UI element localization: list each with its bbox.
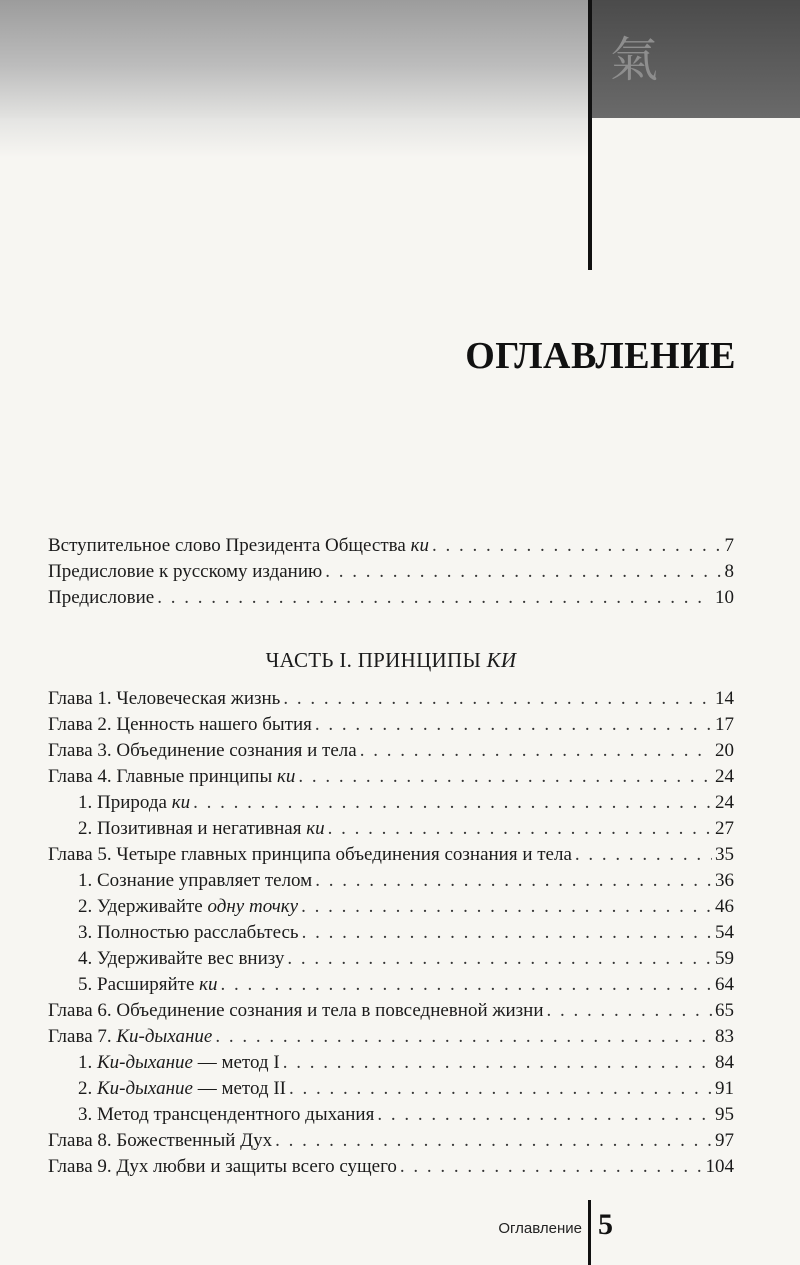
dot-leader	[400, 1154, 703, 1180]
toc-entry-page: 64	[715, 974, 734, 995]
toc-entry-label	[48, 1154, 397, 1180]
toc-entry-page: 59	[715, 948, 734, 969]
dot-leader	[298, 764, 712, 790]
toc-entry-label	[48, 1128, 272, 1154]
toc-entry-text: Глава 7.	[48, 1026, 117, 1047]
toc-entry-label	[48, 712, 312, 738]
toc-entry-label	[48, 738, 357, 764]
toc-entry-page: 91	[715, 1078, 734, 1099]
toc-entry-suffix: — метод I	[192, 1052, 280, 1073]
toc-entry-text: Глава 3. Объединение сознания и тела	[48, 740, 357, 761]
dot-leader	[325, 559, 721, 585]
dot-leader	[215, 1024, 712, 1050]
toc-entry[interactable]	[48, 1076, 734, 1102]
dot-leader	[289, 1076, 712, 1102]
toc-entry-page: 35	[715, 844, 734, 865]
dot-leader	[275, 1128, 712, 1154]
toc-entry-text: Глава 5. Четыре главных принципа объединения сознания и тела	[48, 844, 572, 865]
toc-entry[interactable]	[48, 1128, 734, 1154]
toc-entry[interactable]	[48, 559, 734, 585]
toc-entry-page: 83	[715, 1026, 734, 1047]
toc-entry-text: 3. Полностью расслабьтесь	[78, 922, 299, 943]
toc-entry-text: 1.	[78, 1052, 97, 1073]
toc-entry-text: Предисловие к русскому изданию	[48, 561, 323, 582]
dot-leader	[377, 1102, 712, 1128]
toc-entry-page: 104	[705, 1156, 734, 1177]
toc-entry[interactable]	[48, 868, 734, 894]
toc-entry-italic: одну точку	[207, 896, 299, 917]
part-heading-italic: КИ	[486, 648, 517, 672]
toc-entry-text: Глава 4. Главные принципы	[48, 766, 277, 787]
toc-entry-page: 97	[715, 1130, 734, 1151]
toc-entry-label	[48, 1050, 280, 1076]
ki-glyph-icon: 氣	[609, 32, 658, 88]
dot-leader	[221, 972, 712, 998]
toc-entry-label	[48, 816, 325, 842]
toc-entry[interactable]	[48, 998, 734, 1024]
toc-entry[interactable]	[48, 585, 734, 611]
dot-leader	[547, 998, 713, 1024]
dot-leader	[283, 1050, 712, 1076]
toc-entry[interactable]	[48, 842, 734, 868]
dot-leader	[315, 712, 712, 738]
toc-entry-page: 54	[715, 922, 734, 943]
toc-entry-text: 1. Природа	[78, 792, 172, 813]
toc-entry-text: Глава 2. Ценность нашего бытия	[48, 714, 312, 735]
toc-entry-label	[48, 920, 299, 946]
toc-entry-italic: ки	[306, 818, 325, 839]
front-matter-list	[48, 533, 734, 611]
footer-section-label: Оглавление	[498, 1220, 582, 1237]
toc-entry[interactable]	[48, 1102, 734, 1128]
toc-entry-page: 36	[715, 870, 734, 891]
toc-entry-label	[48, 998, 544, 1024]
toc-entry-label	[48, 946, 284, 972]
toc-entry-italic: Ки-дыхание	[97, 1052, 193, 1073]
dot-leader	[360, 738, 712, 764]
toc-entry-page: 84	[715, 1052, 734, 1073]
toc-entry-page: 8	[724, 561, 734, 582]
toc-entry[interactable]	[48, 764, 734, 790]
toc-entry-label	[48, 972, 218, 998]
toc-entry-text: 4. Удерживайте вес внизу	[78, 948, 285, 969]
toc-entry-page: 95	[715, 1104, 734, 1125]
dot-leader	[287, 946, 712, 972]
page-number: 5	[598, 1208, 613, 1241]
toc-entry-italic: ки	[171, 792, 191, 813]
toc-entry[interactable]	[48, 1050, 734, 1076]
dot-leader	[157, 585, 712, 611]
dot-leader	[315, 868, 712, 894]
toc-entry-label	[48, 842, 572, 868]
toc-entry-text: Глава 1. Человеческая жизнь	[48, 688, 281, 709]
toc-entry[interactable]	[48, 816, 734, 842]
toc-entry-label	[48, 1076, 286, 1102]
toc-entry[interactable]	[48, 920, 734, 946]
dot-leader	[301, 894, 712, 920]
toc-entry-italic: ки	[199, 974, 218, 995]
toc-entry-label	[48, 894, 298, 920]
toc-entry-page: 27	[715, 818, 734, 839]
toc-entry-suffix: — метод II	[192, 1078, 287, 1099]
dot-leader	[328, 816, 712, 842]
toc-entry-text: Глава 8. Божественный Дух	[48, 1130, 273, 1151]
toc-list	[48, 686, 734, 1180]
toc-entry-page: 17	[715, 714, 734, 735]
toc-entry-label	[48, 533, 429, 559]
toc-entry-page: 14	[715, 688, 734, 709]
page-title: ОГЛАВЛЕНИЕ	[465, 335, 736, 377]
toc-entry-label	[48, 585, 154, 611]
toc-entry-text: 3. Метод трансцендентного дыхания	[78, 1104, 375, 1125]
toc-entry-page: 46	[715, 896, 734, 917]
toc-entry[interactable]	[48, 1024, 734, 1050]
toc-entry-label	[48, 1102, 374, 1128]
toc-entry-text: 2.	[78, 1078, 97, 1099]
part-heading	[48, 648, 734, 673]
toc-entry[interactable]	[48, 533, 734, 559]
toc-entry-label	[48, 686, 280, 712]
toc-entry-page: 20	[715, 740, 734, 761]
footer-divider	[588, 1200, 591, 1265]
toc-entry[interactable]	[48, 686, 734, 712]
toc-entry-text: Вступительное слово Президента Общества	[48, 535, 411, 556]
toc-entry-page: 7	[724, 535, 734, 556]
toc-entry[interactable]	[48, 1154, 734, 1180]
toc-entry-text: Предисловие	[48, 587, 155, 608]
toc-entry[interactable]	[48, 790, 734, 816]
toc-entry[interactable]	[48, 946, 734, 972]
toc-entry-label	[48, 790, 190, 816]
toc-entry-page: 10	[715, 587, 734, 608]
header-band-fade	[0, 118, 590, 158]
dot-leader	[283, 686, 712, 712]
header-band	[0, 0, 590, 118]
toc-entry-page: 24	[715, 792, 734, 813]
toc-entry[interactable]	[48, 712, 734, 738]
toc-entry-text: 2. Позитивная и негативная	[78, 818, 307, 839]
toc-entry-italic: Ки-дыхание	[116, 1026, 213, 1047]
toc-entry-label	[48, 868, 312, 894]
dot-leader	[575, 842, 712, 868]
toc-entry[interactable]	[48, 738, 734, 764]
toc-entry-label	[48, 559, 322, 585]
dot-leader	[432, 533, 722, 559]
dot-leader	[193, 790, 712, 816]
toc-entry-text: 1. Сознание управляет телом	[78, 870, 313, 891]
toc-entry-italic: ки	[410, 535, 429, 556]
toc-entry-italic: ки	[276, 766, 296, 787]
dot-leader	[302, 920, 712, 946]
toc-entry-italic: Ки-дыхание	[97, 1078, 193, 1099]
toc-entry-text: Глава 9. Дух любви и защиты всего сущего	[48, 1156, 397, 1177]
part-heading-text: ЧАСТЬ I. ПРИНЦИПЫ	[265, 648, 487, 672]
toc-entry[interactable]	[48, 894, 734, 920]
toc-entry-page: 24	[715, 766, 734, 787]
toc-entry-text: Глава 6. Объединение сознания и тела в повседневной жизни	[48, 1000, 544, 1021]
toc-entry-text: 5. Расширяйте	[78, 974, 200, 995]
toc-entry-page: 65	[715, 1000, 734, 1021]
toc-entry-label	[48, 764, 295, 790]
toc-entry[interactable]	[48, 972, 734, 998]
corner-divider	[588, 0, 592, 270]
toc-entry-label	[48, 1024, 212, 1050]
toc-entry-text: 2. Удерживайте	[78, 896, 208, 917]
